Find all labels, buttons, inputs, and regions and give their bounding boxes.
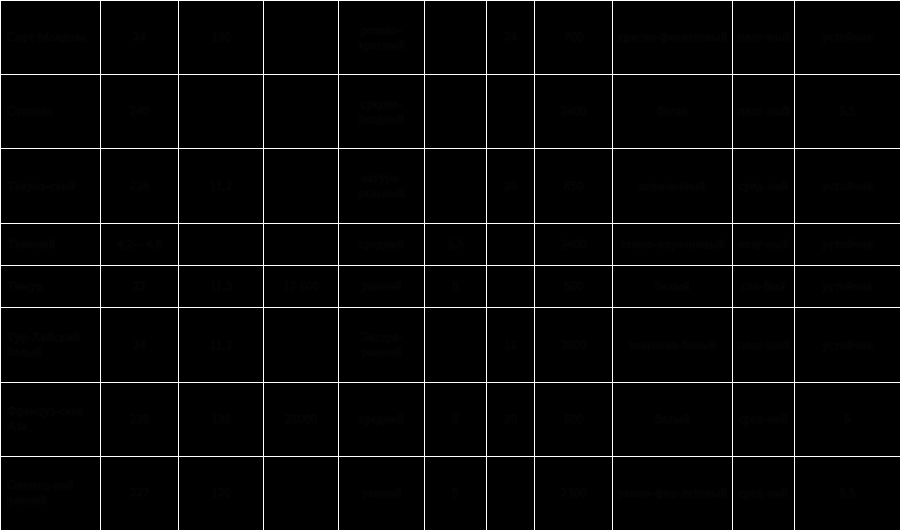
cell-c2 bbox=[179, 75, 264, 149]
cell-c6: 20 bbox=[487, 149, 535, 223]
cell-c9: плот-ный bbox=[733, 1, 795, 75]
cell-c7: 2400 bbox=[535, 75, 613, 149]
cell-c7: 3000 bbox=[535, 308, 613, 382]
table-row bbox=[1, 265, 900, 307]
cell-c9: незу-ный bbox=[733, 223, 795, 265]
cell-c2: 11,2 bbox=[179, 149, 264, 223]
cell-c7: 850 bbox=[535, 149, 613, 223]
table-row bbox=[1, 382, 900, 456]
cell-c8: белый bbox=[613, 265, 733, 307]
table-row bbox=[1, 149, 900, 223]
cell-c4: розово-красный bbox=[339, 1, 425, 75]
cell-c4: ранний bbox=[339, 265, 425, 307]
cell-c5 bbox=[425, 149, 487, 223]
cell-c5 bbox=[425, 75, 487, 149]
cell-c3 bbox=[264, 75, 339, 149]
cell-name: Сорт Молдова bbox=[1, 1, 101, 75]
cell-c1: 24 bbox=[101, 1, 179, 75]
cell-c3 bbox=[264, 1, 339, 75]
cell-c3 bbox=[264, 223, 339, 265]
cell-c3 bbox=[264, 149, 339, 223]
cell-c10: устойчив bbox=[795, 308, 900, 382]
cell-c6 bbox=[487, 456, 535, 530]
cell-c6: 12 bbox=[487, 308, 535, 382]
cell-c8: коричневый bbox=[613, 149, 733, 223]
cell-c2: 130 bbox=[179, 1, 264, 75]
cell-c6 bbox=[487, 265, 535, 307]
cell-c2: 11,3 bbox=[179, 265, 264, 307]
cell-c9: сред-ний bbox=[733, 382, 795, 456]
cell-c4: средний bbox=[339, 382, 425, 456]
cell-c9: плот-ный bbox=[733, 308, 795, 382]
cell-c8: белая bbox=[613, 75, 733, 149]
cell-c8: зеленова-белый bbox=[613, 308, 733, 382]
cell-c9: плот-ный bbox=[733, 75, 795, 149]
cell-c5: 5 bbox=[425, 456, 487, 530]
cell-c4: натура-ральный bbox=[339, 149, 425, 223]
cell-c10: устойчив bbox=[795, 149, 900, 223]
table-row bbox=[1, 308, 900, 382]
cell-c8: темно-коричневый bbox=[613, 223, 733, 265]
cell-c10: 5 bbox=[795, 382, 900, 456]
cell-c9: сла-бый bbox=[733, 265, 795, 307]
cell-c1: 240 bbox=[101, 75, 179, 149]
cell-c1: 227 bbox=[101, 456, 179, 530]
cell-c6 bbox=[487, 75, 535, 149]
cell-c7: 600 bbox=[535, 265, 613, 307]
cell-c10: устойчив bbox=[795, 1, 900, 75]
table-row bbox=[1, 75, 900, 149]
cell-c1: 24 bbox=[101, 308, 179, 382]
cell-c9: сред-ний bbox=[733, 456, 795, 530]
cell-c6: 20 bbox=[487, 382, 535, 456]
cell-c5 bbox=[425, 308, 487, 382]
cell-c5 bbox=[425, 1, 487, 75]
cell-c8: белый bbox=[613, 382, 733, 456]
cell-name: Тур-Хейский белый bbox=[1, 308, 101, 382]
cell-c1: 22 bbox=[101, 265, 179, 307]
cell-c1: 228 bbox=[101, 382, 179, 456]
cell-c6 bbox=[487, 223, 535, 265]
cell-c1: 228 bbox=[101, 149, 179, 223]
cell-c3: 20000 bbox=[264, 382, 339, 456]
cell-c7: 600 bbox=[535, 382, 613, 456]
cell-c6: 24 bbox=[487, 1, 535, 75]
cell-c2: 130 bbox=[179, 382, 264, 456]
cell-c3: 17 600 bbox=[264, 265, 339, 307]
cell-c1: 4,2—4,6 bbox=[101, 223, 179, 265]
cell-name: Тавриз-ский bbox=[1, 149, 101, 223]
cell-c2: 11,2 bbox=[179, 308, 264, 382]
cell-name: Тимур bbox=[1, 265, 101, 307]
cell-c8: темно-фио-летовый bbox=[613, 456, 733, 530]
cell-c10: устойчив bbox=[795, 265, 900, 307]
cell-c2: 120 bbox=[179, 456, 264, 530]
cell-c3 bbox=[264, 308, 339, 382]
table-row bbox=[1, 456, 900, 530]
cell-c3 bbox=[264, 456, 339, 530]
cell-c5: 8 bbox=[425, 265, 487, 307]
cell-c4: средне-поздний bbox=[339, 75, 425, 149]
cell-c2 bbox=[179, 223, 264, 265]
cell-name: Степняк bbox=[1, 75, 101, 149]
cell-name: Олонец-кий ранний bbox=[1, 456, 101, 530]
cell-c7: 2300 bbox=[535, 456, 613, 530]
cell-name: Тамяний bbox=[1, 223, 101, 265]
cell-c8: красно-фиолетовый bbox=[613, 1, 733, 75]
cell-c10: 5,5 bbox=[795, 456, 900, 530]
cell-c7: 2400 bbox=[535, 223, 613, 265]
cell-c10: 5,5 bbox=[795, 75, 900, 149]
cell-c4: Экстра-ранний bbox=[339, 308, 425, 382]
table-row bbox=[1, 1, 900, 75]
cell-c4: средний bbox=[339, 223, 425, 265]
cell-c5: 6 bbox=[425, 382, 487, 456]
cell-c9: сред-ний bbox=[733, 149, 795, 223]
cell-c4: ранний bbox=[339, 456, 425, 530]
cell-name: Француз-ская Аза bbox=[1, 382, 101, 456]
cell-c5: 5,5 bbox=[425, 223, 487, 265]
cell-c7: 700 bbox=[535, 1, 613, 75]
cell-c10: устойчив bbox=[795, 223, 900, 265]
table-row bbox=[1, 223, 900, 265]
